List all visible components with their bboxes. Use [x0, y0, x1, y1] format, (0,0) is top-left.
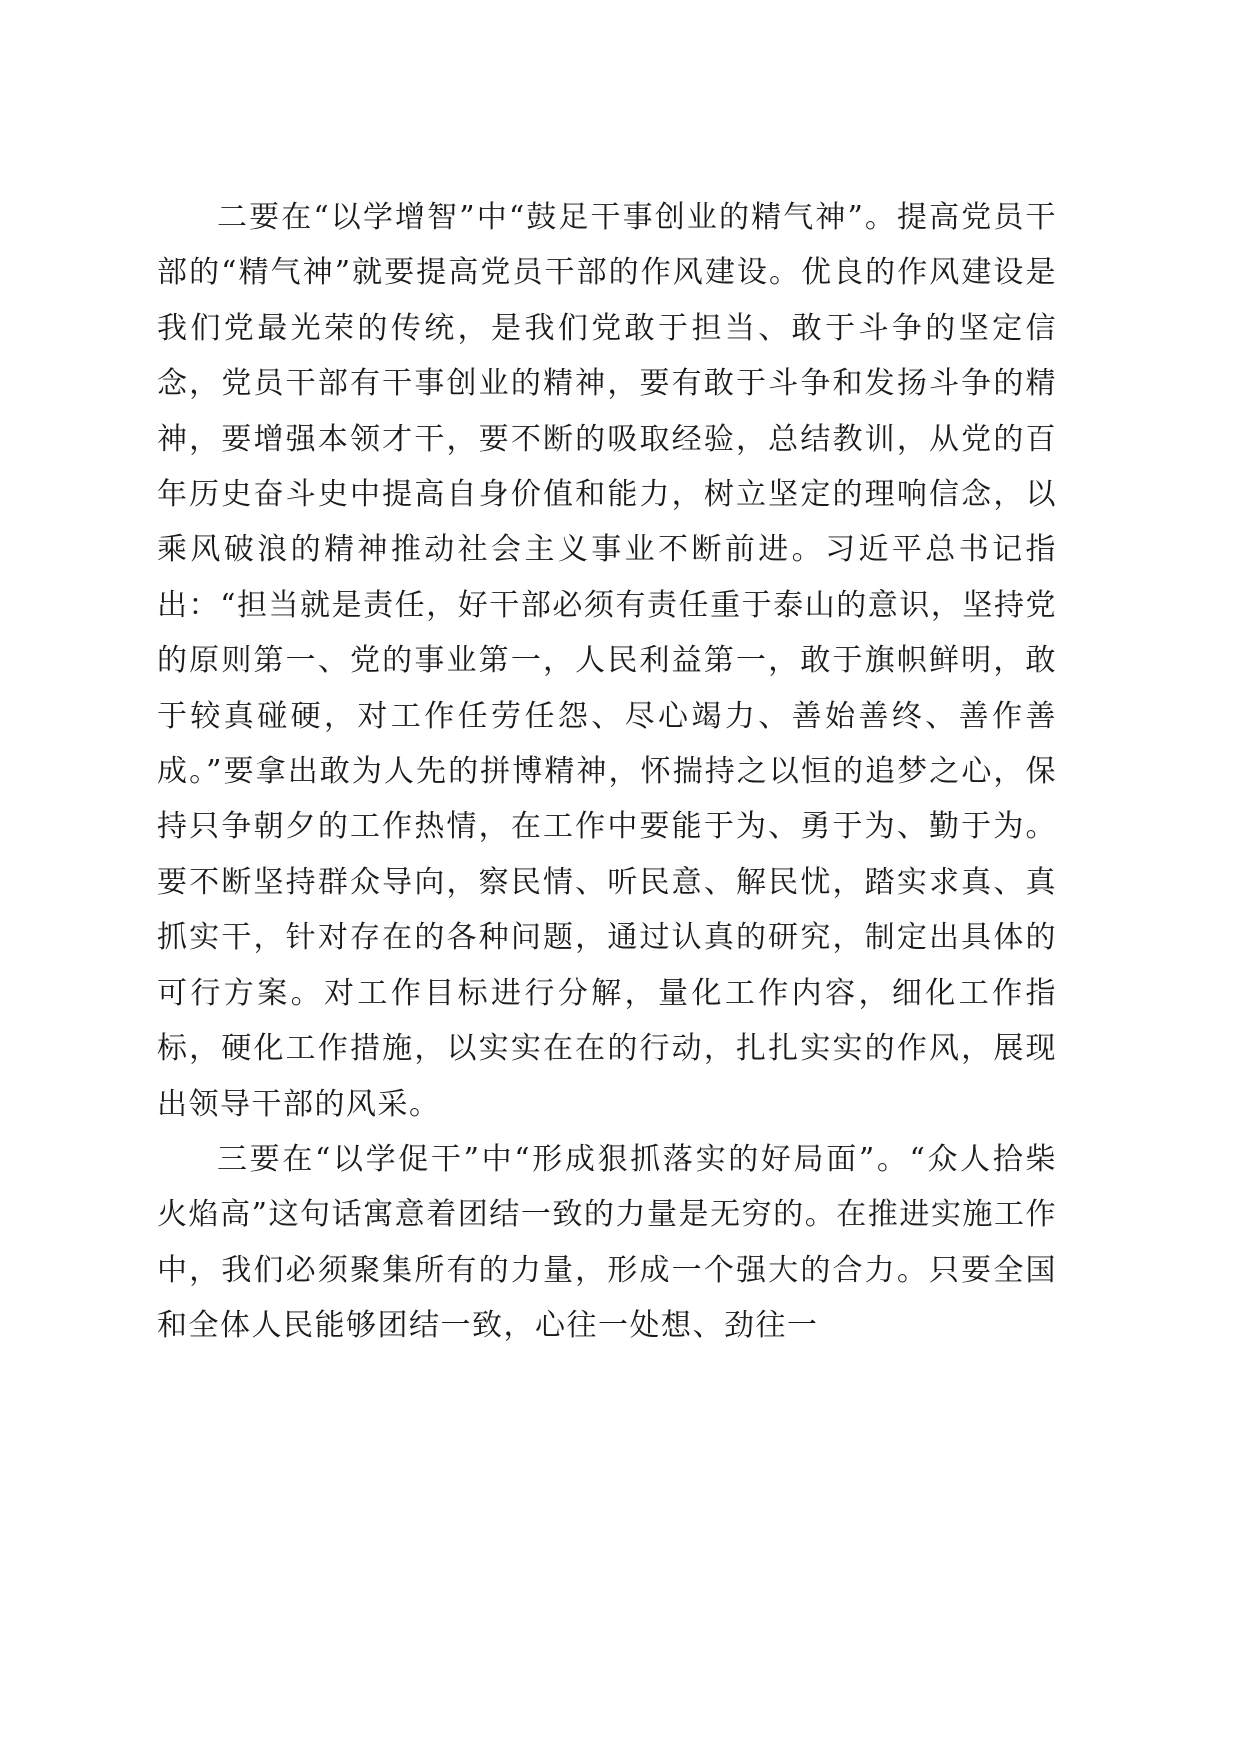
paragraph-3: 三要在“以学促干”中“形成狠抓落实的好局面”。“众人拾柴火焰高”这句话寓意着团结一致的力量是无穷的。在推进实施工作中，我们必须聚集所有的力量，形成一个强大的合力。只要全国和全体人民能够团结一致，心往一处想、劲往一: [157, 1141, 1057, 1344]
paragraph-2: 二要在“以学增智”中“鼓足干事创业的精气神”。提高党员干部的“精气神”就要提高党员干部的作风建设。优良的作风建设是我们党最光荣的传统，是我们党敢于担当、敢于斗争的坚定信念，党员干部有干事创业的精神，要有敢于斗争和发扬斗争的精神，要增强本领才干，要不断的吸取经验，总结教训，从党的百年历史奋斗史中提高自身价值和能力，树立坚定的理响信念，以乘风破浪的精神推动社会主义事业不断前进。习近平总书记指出：“担当就是责任，好干部必须有责任重于泰山的意识，坚持党的原则第一、党的事业第一，人民利益第一，敢于旗帜鲜明，敢于较真碰硬，对工作任劳任怨、尽心竭力、善始善终、善作善成。”要拿出敢为人先的拼博精神，怀揣持之以恒的追梦之心，保持只争朝夕的工作热情，在工作中要能于为、勇于为、勤于为。要不断坚持群众导向，察民情、听民意、解民忧，踏实求真、真抓实干，针对存在的各种问题，通过认真的研究，制定出具体的可行方案。对工作目标进行分解，量化工作内容，细化工作指标，硬化工作措施，以实实在在的行动，扎扎实实的作风，展现出领导干部的风采。: [157, 200, 1057, 1122]
document-body: [157, 190, 1057, 1354]
